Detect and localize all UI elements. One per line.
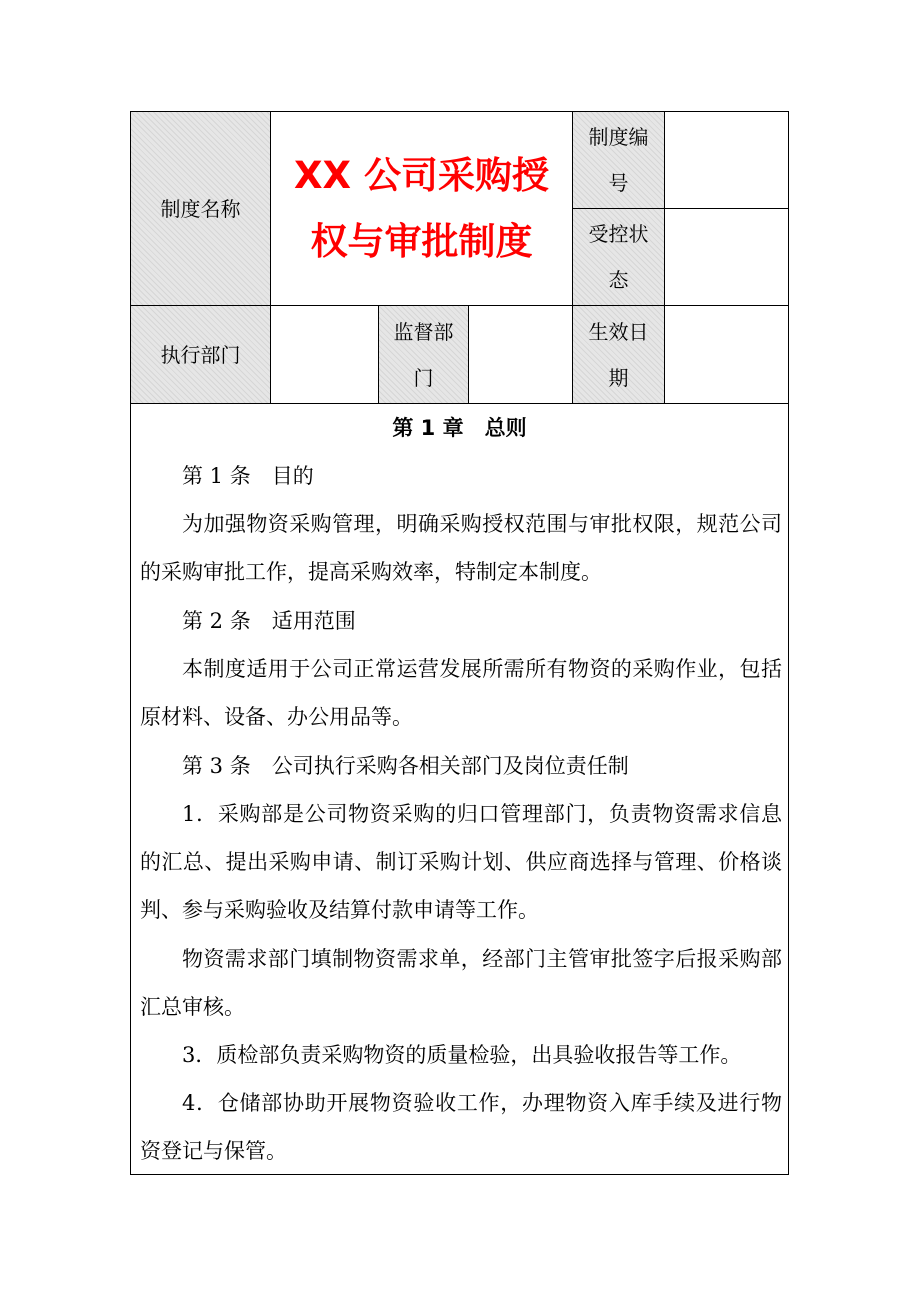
status-label-line1: 受控状 bbox=[588, 222, 649, 246]
article-3-heading: 第 3 条 公司执行采购各相关部门及岗位责任制 bbox=[182, 754, 629, 778]
code-label-cell bbox=[573, 112, 664, 208]
supervise-value-cell bbox=[469, 306, 572, 403]
article-3-item-3: 3．质检部负责采购物资的质量检验，出具验收报告等工作。 bbox=[182, 1043, 742, 1067]
article-1-text: 为加强物资采购管理，明确采购授权范围与审批权限，规范公司的采购审批工作，提高采购效率，特制定本制度。 bbox=[140, 512, 782, 584]
document-title-line1: XX 公司采购授 bbox=[294, 153, 549, 197]
name-label-cell bbox=[131, 112, 270, 305]
grid-line bbox=[130, 403, 789, 404]
code-value-cell bbox=[665, 112, 788, 208]
effective-label-cell bbox=[573, 306, 664, 403]
article-3-item-4: 4．仓储部协助开展物资验收工作，办理物资入库手续及进行物资登记与保管。 bbox=[140, 1091, 782, 1163]
grid-line bbox=[664, 111, 665, 403]
grid-line bbox=[572, 208, 789, 209]
grid-line bbox=[572, 111, 573, 403]
code-label-line1: 制度编 bbox=[588, 125, 649, 149]
chapter-heading: 第 1 章 总则 bbox=[392, 416, 527, 440]
supervise-label-line2: 门 bbox=[413, 365, 434, 390]
effective-label-line1: 生效日 bbox=[588, 319, 649, 344]
grid-line bbox=[270, 111, 271, 403]
effective-label-line2: 期 bbox=[608, 365, 629, 390]
grid-line bbox=[378, 305, 379, 403]
grid-line bbox=[130, 305, 789, 306]
supervise-label-cell bbox=[379, 306, 468, 403]
article-2-heading: 第 2 条 适用范围 bbox=[182, 609, 356, 633]
status-label-cell bbox=[573, 209, 664, 305]
article-2-text: 本制度适用于公司正常运营发展所需所有物资的采购作业，包括原材料、设备、办公用品等。 bbox=[140, 657, 782, 729]
grid-line bbox=[468, 305, 469, 403]
status-value-cell bbox=[665, 209, 788, 305]
name-label: 制度名称 bbox=[160, 196, 241, 221]
article-1-heading: 第 1 条 目的 bbox=[182, 464, 314, 488]
status-label-line2: 态 bbox=[608, 268, 629, 292]
exec-dept-value-cell bbox=[271, 306, 378, 403]
exec-dept-label-cell bbox=[131, 306, 270, 403]
article-3-item-2: 物资需求部门填制物资需求单，经部门主管审批签字后报采购部汇总审核。 bbox=[140, 947, 782, 1019]
document-title-line2: 权与审批制度 bbox=[310, 219, 533, 263]
supervise-label-line1: 监督部 bbox=[393, 319, 454, 344]
title-cell bbox=[271, 112, 572, 305]
exec-dept-label: 执行部门 bbox=[160, 342, 241, 367]
code-label-line2: 号 bbox=[608, 171, 629, 195]
effective-value-cell bbox=[665, 306, 788, 403]
article-3-item-1: 1．采购部是公司物资采购的归口管理部门，负责物资需求信息的汇总、提出采购申请、制订采购计划、供应商选择与管理、价格谈判、参与采购验收及结算付款申请等工作。 bbox=[140, 802, 782, 922]
